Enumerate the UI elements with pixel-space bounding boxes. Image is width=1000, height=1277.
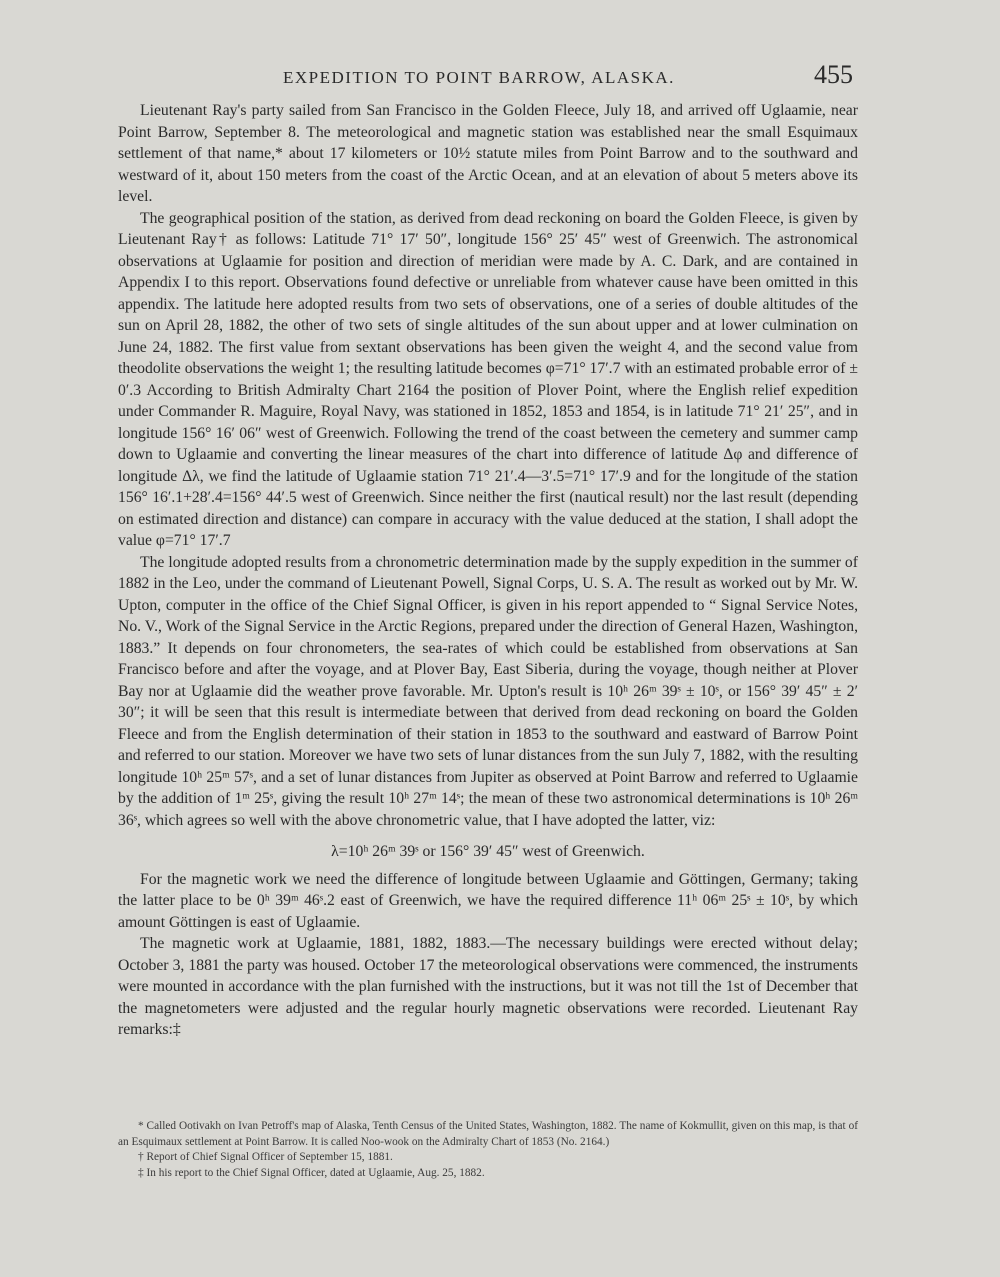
paragraph-geographical-position: The geographical position of the station, as derived from dead reckoning on board the Golden Fleece, is given by Lieutenant Ray† as follows: Latitude 71° 17′ 50″, longitude 156° 25′ 45″ west of Greenwich. The astronomical observations at Uglaamie for position and direction of meridian were made by A. C. Dark, and are contained in Appendix I to this report. Observations found defective or unreliable from whatever cause have been omitted in this appendix. The latitude here adopted results from two sets of observations, one of a series of double altitudes of the sun on April 28, 1882, the other of two sets of single altitudes of the sun about upper and at lower culmination on June 24, 1882. The first value from sextant observations has been given the weight 4, and the second value from theodolite observations the weight 1; the resulting latitude becomes φ=71° 17′.7 with an estimated probable error of ± 0′.3 According to British Admiralty Chart 2164 the position of Plover Point, where the English relief expedition under Commander R. Maguire, Royal Navy, was stationed in 1852, 1853 and 1854, is in latitude 71° 21′ 25″, and in longitude 156° 16′ 06″ west of Greenwich. Following the trend of the coast between the cemetery and summer camp down to Uglaamie and converting the linear measures of the chart into difference of latitude Δφ and difference of longitude Δλ, we find the latitude of Uglaamie station 71° 21′.4—3′.5=71° 17′.9 and for the longitude of the station 156° 16′.1+28′.4=156° 44′.5 west of Greenwich. Since neither the first (nautical result) nor the last result (depending on estimated direction and distance) can compare in accuracy with the value deduced at the station, I shall adopt the value φ=71° 17′.7 bbox=[118, 209, 858, 549]
paragraph-magnetic-longitude: For the magnetic work we need the difference of longitude between Uglaamie and Göttingen, Germany; taking the latter place to be 0ʰ 39ᵐ 46ˢ.2 east of Greenwich, we have the required difference 11ʰ 06ᵐ 25ˢ ± 10ˢ, by which amount Göttingen is east of Uglaamie. bbox=[118, 870, 858, 931]
paragraph-party-arrival: Lieutenant Ray's party sailed from San Francisco in the Golden Fleece, July 18, and arrived off Uglaamie, near Point Barrow, September 8. The meteorological and magnetic station was established near the small Esquimaux settlement of that name,* about 17 kilometers or 10½ statute miles from Point Barrow and to the southward and westward of it, about 150 meters from the coast of the Arctic Ocean, and at an elevation of about 5 meters above its level. bbox=[118, 102, 858, 205]
paragraph-longitude: The longitude adopted results from a chronometric determination made by the supply expedition in the summer of 1882 in the Leo, under the command of Lieutenant Powell, Signal Corps, U. S. A. The result as worked out by Mr. W. Upton, computer in the office of the Chief Signal Officer, is given in his report appended to “ Signal Service Notes, No. V., Work of the Signal Service in the Arctic Regions, prepared under the direction of General Hazen, Washington, 1883.” It depends on four chronometers, the sea-rates of which could be established from observations at San Francisco before and after the voyage, and at Plover Bay, East Siberia, during the voyage, though neither at Plover Bay nor at Uglaamie did the weather prove favorable. Mr. Upton's result is 10ʰ 26ᵐ 39ˢ ± 10ˢ, or 156° 39′ 45″ ± 2′ 30″; it will be seen that this result is intermediate between that derived from dead reckoning on board the Golden Fleece and from the English determination of their station in 1853 to the southward and eastward of Barrow Point and referred to our station. Moreover we have two sets of lunar distances from the sun July 7, 1882, with the resulting longitude 10ʰ 25ᵐ 57ˢ, and a set of lunar distances from Jupiter as observed at Point Barrow and referred to Uglaamie by the addition of 1ᵐ 25ˢ, giving the result 10ʰ 27ᵐ 14ˢ; the mean of these two astronomical determinations is 10ʰ 26ᵐ 36ˢ, which agrees so well with the above chronometric value, that I have adopted the latter, viz: bbox=[118, 553, 858, 829]
footnote-double-dagger: ‡ In his report to the Chief Signal Officer, dated at Uglaamie, Aug. 25, 1882. bbox=[138, 1166, 485, 1179]
footnote-asterisk: * Called Ootivakh on Ivan Petroff's map of Alaska, Tenth Census of the United States, Washington, 1882. The name of Kokmullit, given on this map, is that of an Esquimaux settlement at Point Barrow. It is called Noo-wook on the Admiralty Chart of 1853 (No. 2164.) bbox=[118, 1120, 858, 1148]
page-number: 455 bbox=[814, 60, 853, 89]
footnote-dagger: † Report of Chief Signal Officer of September 15, 1881. bbox=[138, 1151, 393, 1163]
longitude-equation: λ=10ʰ 26ᵐ 39ˢ or 156° 39′ 45″ west of Greenwich. bbox=[331, 843, 645, 860]
paragraph-magnetic-work: The magnetic work at Uglaamie, 1881, 1882, 1883.—The necessary buildings were erected without delay; October 3, 1881 the party was housed. October 17 the meteorological observations were commenced, the instruments were mounted in accordance with the plan furnished with the instructions, but it was not till the 1st of December that the magnetometers were adjusted and the regular hourly magnetic observations were recorded. Lieutenant Ray remarks:‡ bbox=[118, 935, 858, 1038]
footnotes bbox=[118, 1119, 858, 1181]
body-text bbox=[118, 100, 858, 1041]
running-title: EXPEDITION TO POINT BARROW, ALASKA. bbox=[283, 68, 675, 87]
